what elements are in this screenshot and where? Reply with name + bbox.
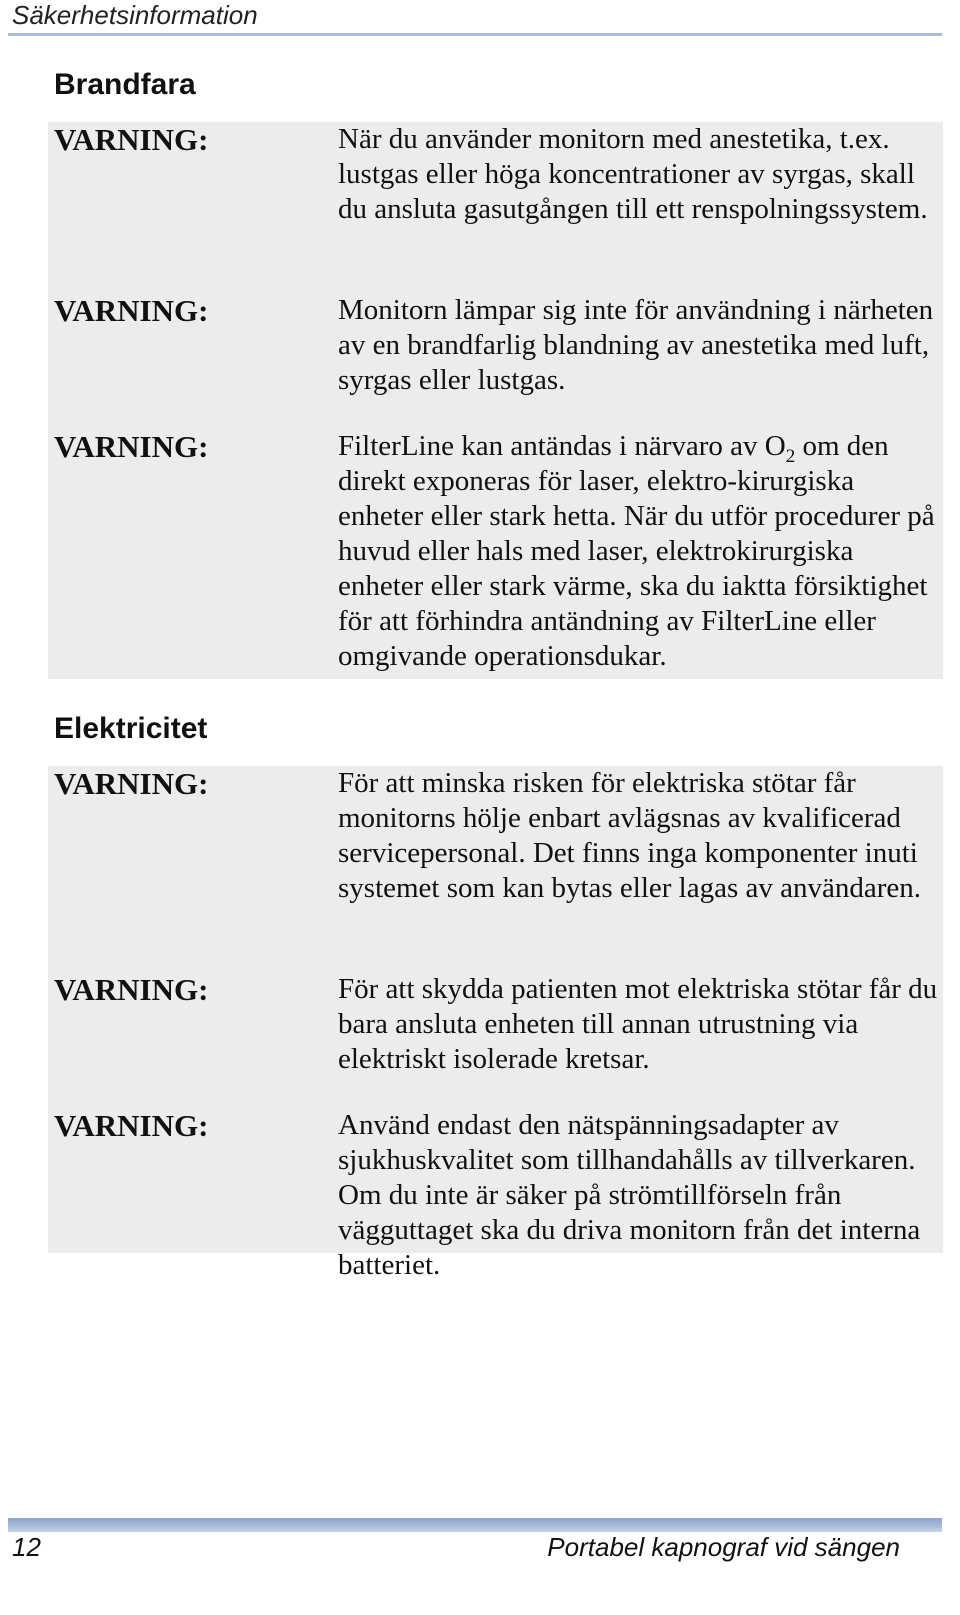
warning-label: VARNING:	[54, 972, 209, 1007]
warning-text	[338, 429, 943, 674]
page-header-title: Säkerhetsinformation	[12, 0, 258, 30]
section-heading-brandfara: Brandfara	[54, 68, 196, 101]
footer-divider	[8, 1518, 942, 1532]
warning-row	[48, 429, 943, 688]
warning-label: VARNING:	[54, 293, 209, 328]
page-number: 12	[12, 1532, 41, 1562]
warning-row	[48, 293, 943, 429]
warning-row	[48, 766, 943, 972]
warning-text-part: FilterLine kan antändas i närvaro av O	[338, 430, 786, 462]
warning-text: För att skydda patienten mot elektriska stötar får du bara ansluta enheten till annan utrustning via elektriskt isolerade kretsar.	[338, 973, 938, 1075]
footer-document-title: Portabel kapnograf vid sängen	[547, 1532, 900, 1562]
warning-text: För att minska risken för elektriska stötar får monitorns hölje enbart avlägsnas av kvalificerad servicepersonal. Det finns inga komponenter inuti systemet som kan bytas eller lagas av användaren.	[338, 767, 922, 904]
warning-row	[48, 972, 943, 1108]
warning-label: VARNING:	[54, 122, 209, 157]
header-divider	[8, 33, 942, 36]
warning-label: VARNING:	[54, 1108, 209, 1143]
warning-row	[48, 1108, 943, 1297]
section-heading-elektricitet: Elektricitet	[54, 712, 208, 745]
warning-label: VARNING:	[54, 766, 209, 801]
warning-text: Använd endast den nätspänningsadapter av sjukhuskvalitet som tillhandahålls av tillverkaren. Om du inte är säker på strömtillförseln från vägguttaget ska du driva monitorn från det interna batteriet.	[338, 1109, 921, 1281]
warning-text-part: om den direkt exponeras för laser, elektro-kirurgiska enheter eller stark hetta. När du utför procedurer på huvud eller hals med laser, elektrokirurgiska enheter eller stark värme, ska du iaktta försiktighet för att förhindra antändning av FilterLine eller omgivande operationsdukar.	[338, 430, 935, 672]
warning-row	[48, 122, 943, 293]
warning-text: När du använder monitorn med anestetika, t.ex. lustgas eller höga koncentrationer av syrgas, skall du ansluta gasutgången till ett renspolningssystem.	[338, 123, 928, 225]
warning-table-elektricitet	[48, 766, 943, 1281]
warning-text: Monitorn lämpar sig inte för användning i närheten av en brandfarlig blandning av anestetika med luft, syrgas eller lustgas.	[338, 294, 934, 396]
warning-label: VARNING:	[54, 429, 209, 464]
warning-table-brandfara	[48, 122, 943, 679]
subscript-2: 2	[785, 445, 796, 467]
